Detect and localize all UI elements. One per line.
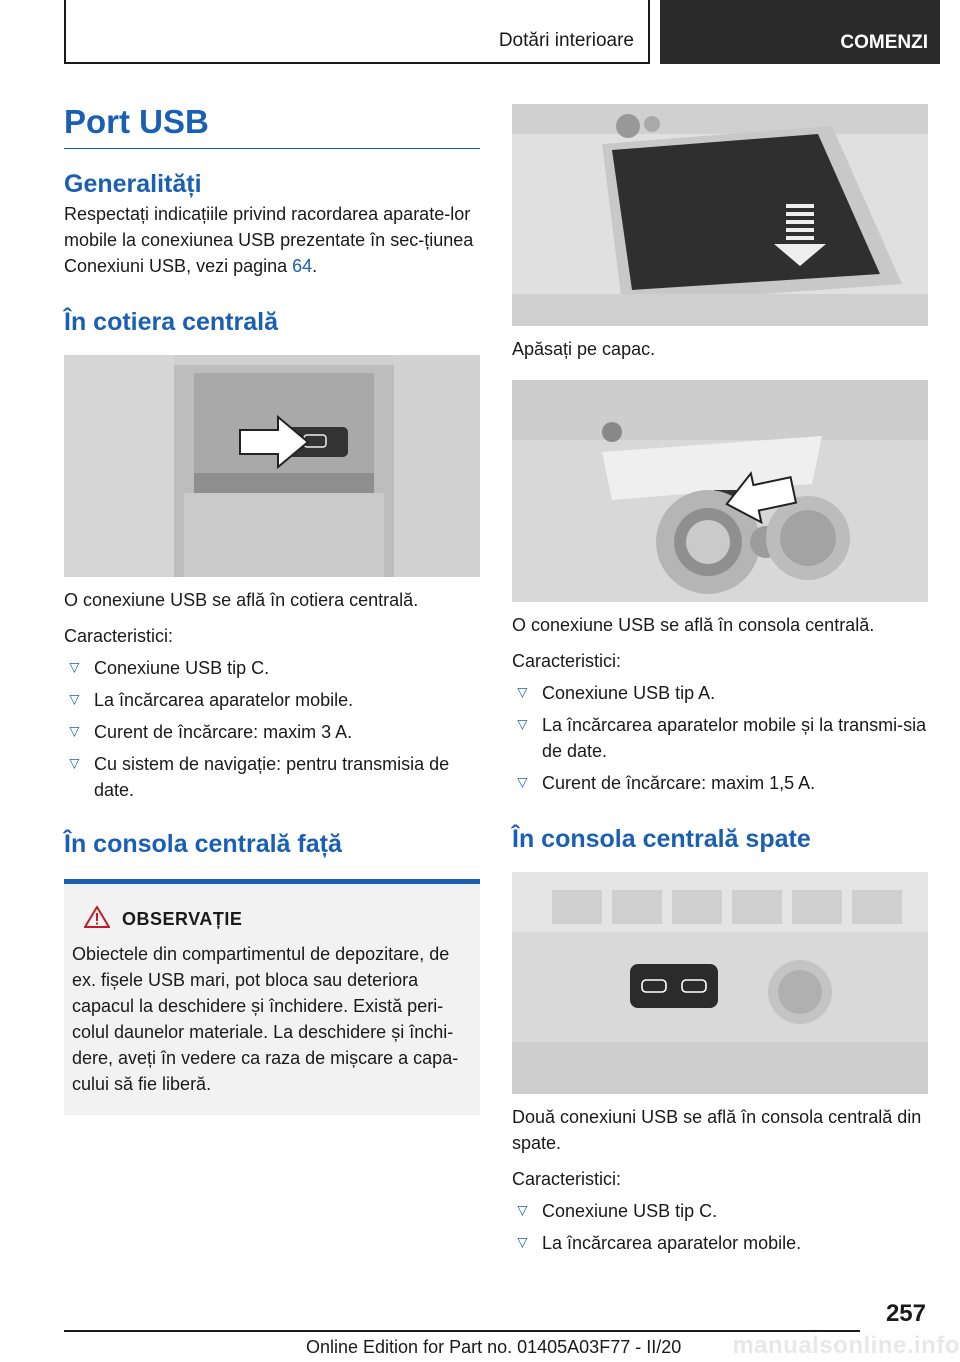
- list-item: ▷ Conexiune USB tip C.: [64, 655, 480, 681]
- header-chapter-tab: [660, 0, 940, 64]
- page-number: 257: [885, 1300, 926, 1327]
- warning-header: [72, 906, 472, 933]
- list-item: ▷ Conexiune USB tip C.: [512, 1198, 928, 1224]
- list-item: ▷ Cu sistem de navigație: pentru transmisia de date.: [64, 751, 480, 803]
- rear-console-features-label: Caracteristici:: [512, 1169, 622, 1189]
- general-text: Respectați indicațiile privind racordarea aparate-lor mobile la conexiunea USB prezentate în sec-țiunea Conexiuni USB, vezi pagina: [64, 204, 474, 276]
- armrest-features-list: [64, 655, 480, 803]
- heading-front-console: În consola centrală față: [64, 830, 342, 858]
- front-console-features-label: Caracteristici:: [512, 651, 622, 671]
- watermark: manualsonline.info: [732, 1332, 960, 1359]
- rear-console-usb-photo: [512, 872, 928, 1094]
- list-item: ▷ La încărcarea aparatelor mobile.: [64, 687, 480, 713]
- rear-console-caption: Două conexiuni USB se află în consola centrală din spate.: [512, 1107, 922, 1153]
- general-paragraph: [64, 201, 480, 279]
- warning-text: Obiectele din compartimentul de depozitare, de ex. fișele USB mari, pot bloca sau deteriora capacul la deschidere și închidere. Există peri-colul daunelor materiale. La deschidere și închi-dere, aveți în vedere ca raza de mișcare a capa-cului să fie liberă.: [72, 944, 459, 1094]
- list-item: ▷ Conexiune USB tip A.: [512, 680, 928, 706]
- heading-rear-console: În consola centrală spate: [512, 825, 811, 853]
- front-console-features-list: [512, 680, 928, 796]
- list-item: ▷ Curent de încărcare: maxim 1,5 A.: [512, 770, 928, 796]
- front-console-caption: O conexiune USB se află în consola centrală.: [512, 615, 875, 635]
- list-item: ▷ Curent de încărcare: maxim 3 A.: [64, 719, 480, 745]
- armrest-features-label: Caracteristici:: [64, 626, 174, 646]
- press-cover-caption: Apăsați pe capac.: [512, 339, 656, 359]
- armrest-caption: O conexiune USB se află în cotiera centrală.: [64, 590, 419, 610]
- rear-console-features-list: [512, 1198, 928, 1256]
- page-link-64[interactable]: 64: [292, 256, 313, 276]
- header-section-box: [64, 0, 650, 64]
- list-item: ▷ La încărcarea aparatelor mobile.: [512, 1230, 928, 1256]
- footer-edition: Online Edition for Part no. 01405A03F77 - II/20: [306, 1337, 682, 1357]
- warning-triangle-icon: [84, 906, 110, 933]
- header-chapter-title: COMENZI: [840, 32, 928, 53]
- heading-general: Generalități: [64, 170, 202, 198]
- general-text-end: .: [312, 256, 318, 276]
- left-column: [64, 100, 480, 1115]
- warning-title: OBSERVAȚIE: [122, 909, 243, 929]
- list-item: ▷ La încărcarea aparatelor mobile și la transmi-sia de date.: [512, 712, 928, 764]
- right-column: [512, 104, 928, 1256]
- warning-box: [64, 879, 480, 1115]
- front-console-usb-photo: [512, 380, 928, 602]
- header-section-title: Dotări interioare: [498, 30, 634, 51]
- heading-armrest: În cotiera centrală: [64, 308, 278, 336]
- press-cover-photo: [512, 104, 928, 326]
- armrest-usb-photo: [64, 355, 480, 577]
- page-title: Port USB: [64, 100, 480, 149]
